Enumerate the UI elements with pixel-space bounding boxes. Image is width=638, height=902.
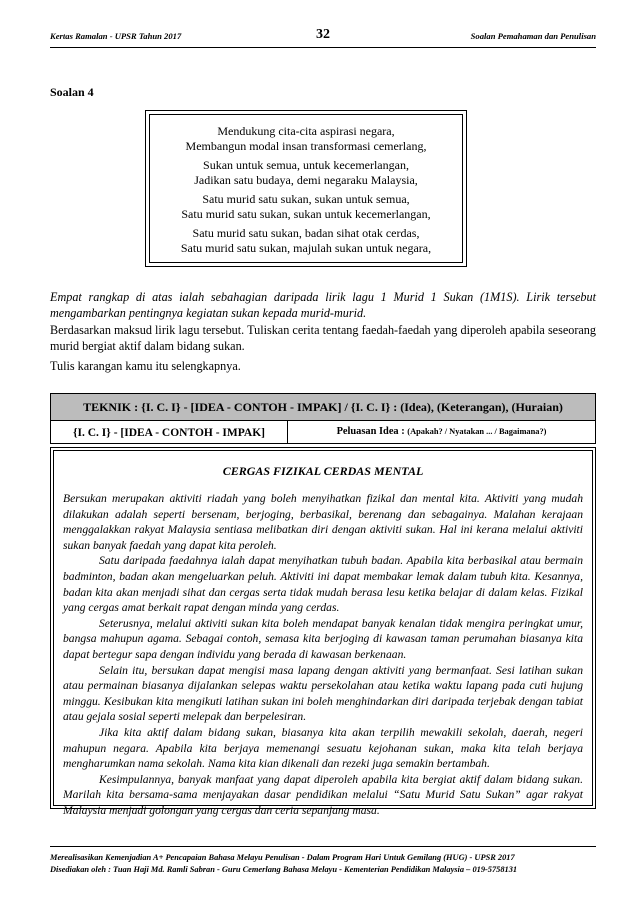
task-paragraph: Tulis karangan kamu itu selengkapnya. [50,359,241,373]
technique-row [50,420,596,444]
essay-paragraph: Kesimpulannya, banyak manfaat yang dapat diperoleh apabila kita bergiat aktif dalam bidang sukan. Marilah kita bersama-sama menjayakan dasar pendidikan melalui “Satu Murid Satu Sukan” agar rakyat Malaysia menjadi golongan yang cergas dan ceria sepanjang masa. [63,772,583,817]
technique-left-cell: {I. C. I} - [IDEA - CONTOH - IMPAK] [51,421,288,443]
poem-stanza [150,192,462,222]
instruction-paragraph: Berdasarkan maksud lirik lagu tersebut. Tuliskan cerita tentang faedah-faedah yang diperoleh apabila seseorang murid bergiat aktif dalam bidang sukan. [50,323,596,353]
poem-line: Sukan untuk semua, untuk kecemerlangan, [203,158,409,172]
essay-paragraph: Satu daripada faedahnya ialah dapat menyihatkan tubuh badan. Apabila kita berbasikal atau bermain badminton, badan akan mengeluarkan peluh. Aktiviti ini dapat membakar lemak dalam tubuh kita. Kesannya, badan kita akan menjadi sihat dan cergas serta tidak mudah berasa lesu ketika belajar di dalam kelas. Fizikal yang cergas amat berkait rapat dengan minda yang cerdas. [63,554,583,615]
poem-line: Satu murid satu sukan, sukan untuk kecemerlangan, [181,207,431,221]
poem-inner-frame [149,114,463,263]
poem-line: Mendukung cita-cita aspirasi negara, [217,124,395,138]
poem-stanza [150,124,462,154]
poem-stanza [150,158,462,188]
essay-box [50,447,596,817]
essay-paragraph: Seterusnya, melalui aktiviti sukan kita boleh mendapat banyak kenalan tidak mengira peringkat umur, bangsa mahupun agama. Sebagai contoh, semasa kita berjoging di kawasan taman perumahan biasanya kita dapat bertegur sapa dengan individu yang berada di kawasan berkenaan. [63,616,583,661]
poem-line: Satu murid satu sukan, badan sihat otak cerdas, [192,226,420,240]
poem-line: Satu murid satu sukan, sukan untuk semua, [202,192,410,206]
page-header [50,27,596,48]
footer-line: Merealisasikan Kemenjadian A+ Pencapaian Bahasa Melayu Penulisan - Dalam Program Hari Untuk Gemilang (HUG) - UPSR 2017 [50,853,515,862]
essay-paragraph: Bersukan merupakan aktiviti riadah yang boleh menyihatkan fizikal dan mental kita. Aktiviti yang mudah dilakukan adalah seperti bersenam, berjoging, berbasikal, berenang dan sebagainya. Malahan kerajaan menggalakkan rakyat Malaysia sentiasa melibatkan diri dengan aktiviti sukan. Hal ini kerana melalui aktiviti sukan banyak faedah yang dapat kita peroleh. [63,492,583,552]
essay-title: CERGAS FIZIKAL CERDAS MENTAL [222,464,424,478]
page-footer [50,846,596,876]
poem-line: Satu murid satu sukan, majulah sukan untuk negara, [180,241,432,255]
essay-paragraph: Jika kita aktif dalam bidang sukan, biasanya kita akan terpilih mewakili sekolah, daerah, negeri mahupun negara. Apabila kita berjaya memenangi sesuatu kejohanan sukan, maka kita telah berjaya mengharumkan nama sekolah. Nama kita kian dikenali dan rezeki juga semakin bertambah. [63,725,583,771]
technique-right-cell [288,421,595,443]
essay-paragraph: Selain itu, bersukan dapat mengisi masa lapang dengan aktiviti yang bermanfaat. Sesi latihan sukan atau permainan biasanya dijalankan selepas waktu persekolahan atau ketika waktu lapang pada cuti hujung minggu. Kesibukan kita mengikuti latihan sukan ini boleh menghindarkan diri daripada terjebak dengan tabiat atau gejala sosial seperti melepak dan berpelesiran. [63,663,583,724]
poem-line: Jadikan satu budaya, demi negaraku Malaysia, [194,173,418,187]
page-number: 32 [316,27,330,42]
poem-stanza [150,226,462,256]
header-right-title: Soalan Pemahaman dan Penulisan [470,31,596,41]
header-left-title: Kertas Ramalan - UPSR Tahun 2017 [50,31,182,41]
technique-right-detail: (Apakah? / Nyatakan ... / Bagaimana?) [407,427,547,436]
question-label: Soalan 4 [50,85,94,99]
technique-right-label: Peluasan Idea : [336,426,408,437]
poem-line: Membangun modal insan transformasi cemerlang, [185,139,427,153]
footer-line: Disediakan oleh : Tuan Haji Md. Ramli Sabran - Guru Cemerlang Bahasa Melayu - Kementerian Pendidikan Malaysia – 019-5758131 [50,865,518,874]
intro-paragraph: Empat rangkap di atas ialah sebahagian daripada lirik lagu 1 Murid 1 Sukan (1M1S). Lirik tersebut mengambarkan pentingnya kegiatan sukan kepada murid-murid. [50,290,596,320]
poem-box [145,110,467,267]
essay-inner-frame [53,450,593,817]
essay-body [63,491,583,818]
technique-header: TEKNIK : {I. C. I} - [IDEA - CONTOH - IMPAK] / {I. C. I} : (Idea), (Keterangan), (Huraian) [50,393,596,421]
